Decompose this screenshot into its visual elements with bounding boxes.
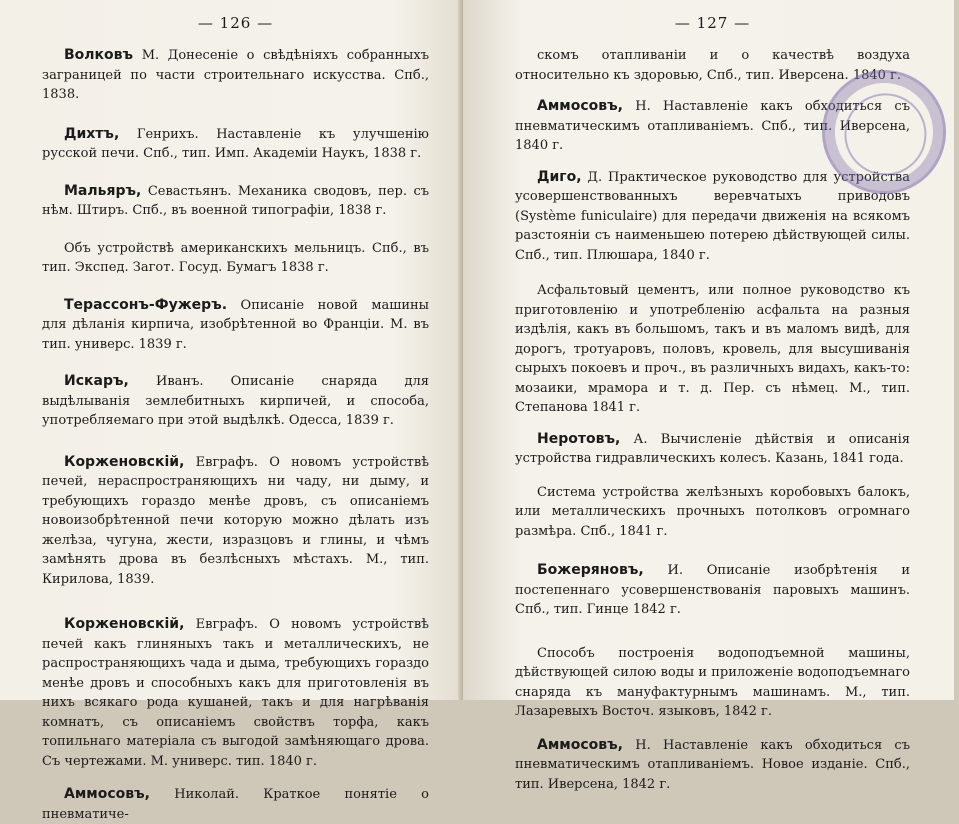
entry-author: Искаръ, <box>64 373 129 389</box>
entry-author: Аммосовъ, <box>64 786 150 802</box>
entry-author: Неротовъ, <box>537 430 621 447</box>
entry-text: А. Вычисленіе дѣйствія и описанія устройства гидравлическихъ колесъ. Казань, 1841 года. <box>515 431 910 466</box>
bibliography-entry <box>515 281 910 418</box>
entry-text: Иванъ. Описаніе снаряда для выдѣлыванія землебитныхъ кирпичей, и способа, употребляемаго при этой выдѣлкѣ. Одесса, 1839 г. <box>42 374 429 428</box>
bibliography-entry <box>515 644 910 722</box>
bibliography-entry <box>515 430 910 469</box>
entry-author: Мальяръ, <box>64 182 142 199</box>
entry-text: Севастьянъ. Механика сводовъ, пер. съ нѣм. Штиръ. Спб., въ военной типографіи, 1838 г. <box>42 183 429 218</box>
entry-text: М. Донесеніе о свѣдѣніяхъ собранныхъ заграницей по части строительнаго искусства. Спб., 1838. <box>42 48 429 102</box>
entry-text: Н. Наставленіе какъ обходиться съ пневматическимъ отапливаніемъ. Новое изданіе. Спб., тип. Иверсена, 1842 г. <box>515 737 910 792</box>
entry-text: Объ устройствѣ американскихъ мельницъ. Спб., въ тип. Экспед. Загот. Госуд. Бумагъ 1838 г. <box>42 240 429 275</box>
entry-author: Корженовскій, <box>64 616 185 632</box>
entry-author: Аммосовъ, <box>537 98 623 114</box>
page-number-left: — 126 — <box>197 14 274 32</box>
entry-author: Божеряновъ, <box>537 562 644 578</box>
bibliography-entry <box>515 483 910 542</box>
entry-text: Евграфъ. О новомъ устройствѣ печей, нераспространяющихъ ни чаду, ни дыму, и требующихъ гораздо менѣе дровъ, съ описаніемъ новоизобрѣтенной печи которую можно дѣлать изъ желѣза, чугуна, жести, изразцовъ и глины, и чѣмъ замѣнять дрова въ безлѣсныхъ мѣстахъ. М., тип. Кирилова, 1839. <box>42 454 429 587</box>
left-entries <box>42 46 429 824</box>
bibliography-entry <box>42 615 429 771</box>
bibliography-entry <box>42 125 429 164</box>
entry-text: Способъ построенія водоподъемной машины, дѣйствующей силою воды и приложеніе водоподъемнаго снаряда къ мануфактурнымъ машинамъ. М., тип. Лазаревыхъ Восточ. языковъ, 1842 г. <box>515 645 910 719</box>
entry-author: Волковъ <box>64 47 134 63</box>
entry-author: Корженовскій, <box>64 453 185 470</box>
bibliography-entry <box>42 372 429 431</box>
entry-author: Диго, <box>537 168 582 185</box>
entry-text: Генрихъ. Наставленіе къ улучшенію русской печи. Спб., тип. Имп. Академіи Наукъ, 1838 г. <box>42 126 429 161</box>
entry-author: Аммосовъ, <box>537 736 623 753</box>
entry-text: Николай. Краткое понятіе о пневматиче- <box>42 787 429 822</box>
entry-text: И. Описаніе изобрѣтенія и постепеннаго усовершенствованія паровыхъ машинъ. Спб., тип. Гинце 1842 г. <box>515 563 910 617</box>
entry-text: Н. Наставленіе какъ обходиться съ пневматическимъ отапливаніемъ. Спб., тип. Иверсена, 1840 г. <box>515 99 910 153</box>
bibliography-entry <box>515 561 910 620</box>
bibliography-entry <box>42 453 429 590</box>
entry-text: Описаніе новой машины для дѣланія кирпича, изобрѣтенной во Франціи. М. въ тип. универс. 1839 г. <box>42 297 429 352</box>
entry-text: Евграфъ. О новомъ устройствѣ печей какъ глиняныхъ такъ и металлическихъ, не распространяющихъ чада и дыма, требующихъ гораздо менѣе дровъ и способныхъ какъ для приготовленія въ нихъ всякаго рода кушаней, такъ и для нагрѣванія комнатъ, съ описаніемъ свойствъ торфа, какъ топильнаго матеріала съ выгодой замѣняющаго дрова. Съ чертежами. М. универс. тип. 1840 г. <box>42 617 429 769</box>
right-page <box>463 0 954 792</box>
bibliography-entry <box>42 182 429 221</box>
entry-text: Система устройства желѣзныхъ коробовыхъ балокъ, или металлическихъ прочныхъ потолковъ огромнаго размѣра. Спб., 1841 г. <box>515 484 910 539</box>
bibliography-entry <box>42 785 429 824</box>
page-number-right: — 127 — <box>674 14 751 32</box>
bibliography-entry <box>42 296 429 355</box>
entry-text: скомъ отапливаніи и о качествѣ воздуха относительно къ здоровью, Спб., тип. Иверсена. 1840 г. <box>515 48 910 83</box>
entry-text: Асфальтовый цементъ, или полное руководство къ приготовленію и употребленію асфальта на разныя издѣлія, какъ въ большомъ, такъ и въ маломъ видѣ, для дорогъ, тротуаровъ, половъ, кровель, для высушиванія сырыхъ покоевъ и проч., въ различныхъ видахъ, какъ-то: мозаики, мрамора и т. д. Пер. съ нѣмец. М., тип. Степанова 1841 г. <box>515 283 910 415</box>
bibliography-entry <box>42 46 429 105</box>
entry-author: Терассонъ-Фужеръ. <box>64 296 228 313</box>
bibliography-entry <box>42 239 429 278</box>
left-page <box>0 0 463 822</box>
bibliography-entry <box>515 736 910 795</box>
entry-text: Д. Практическое руководство для устройства усовершенствованныхъ веревчатыхъ приводовъ (Système funiculaire) для передачи движенія на всякомъ разстояніи съ наименьшею потерею дѣйствующей силы. Спб., тип. Плюшара, 1840 г. <box>515 169 910 263</box>
entry-author: Дихтъ, <box>64 125 120 142</box>
